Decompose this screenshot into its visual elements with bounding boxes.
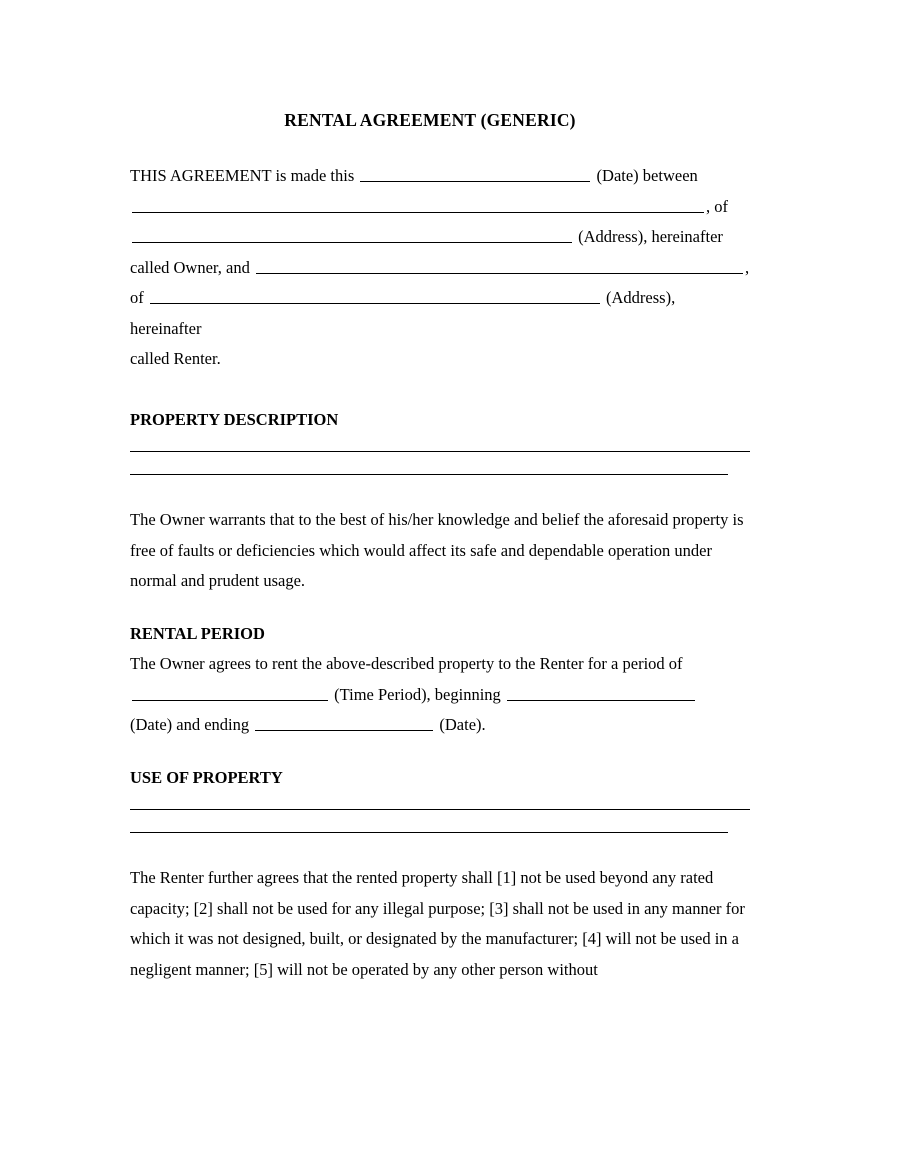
property-description-line-1[interactable] (130, 451, 750, 452)
intro-line6: called Renter. (130, 349, 221, 368)
intro-line3-suffix: (Address), hereinafter (578, 227, 723, 246)
section-heading-property-description: PROPERTY DESCRIPTION (130, 409, 339, 429)
rental-period-line2-suffix: (Time Period), beginning (334, 684, 501, 704)
intro-line1-prefix: THIS AGREEMENT is made this (130, 166, 355, 185)
rental-period-line3-suffix: (Date). (439, 715, 486, 734)
intro-line4-prefix: called Owner, and (130, 257, 250, 277)
intro-line1-suffix: (Date) between (596, 166, 698, 185)
page-title: RENTAL AGREEMENT (GENERIC) (284, 110, 576, 130)
renter-obligations-paragraph: The Renter further agrees that the rented property shall [1] not be used beyond any rated capacity; [2] shall not be used for any illegal purpose; [3] shall not be used in any manner for which it was not designed, built, or designated by the manufacturer; [4] will not be used in a negligent manner; [5] will not be operated by any other person without (130, 868, 745, 979)
renter-name-blank-field[interactable] (256, 257, 743, 273)
intro-line5-prefix: of (130, 288, 144, 307)
spacer (130, 741, 750, 763)
time-period-blank-field[interactable] (132, 684, 328, 700)
section-heading-use-of-property: USE OF PROPERTY (130, 767, 283, 787)
intro-line2-suffix: , of (706, 196, 728, 216)
spacer (130, 833, 750, 863)
spacer (130, 375, 750, 405)
renter-address-blank-field[interactable] (150, 288, 600, 304)
spacer (130, 131, 750, 161)
section-heading-rental-period: RENTAL PERIOD (130, 623, 265, 643)
spacer (130, 597, 750, 619)
use-of-property-line-1[interactable] (130, 809, 750, 810)
use-of-property-blank-lines (130, 809, 750, 833)
date-blank-field[interactable] (360, 166, 590, 182)
property-description-blank-lines (130, 451, 750, 475)
rental-period-line3-prefix: (Date) and ending (130, 715, 250, 734)
rental-period-line1: The Owner agrees to rent the above-described property to the Renter for a period of (130, 654, 683, 673)
owner-warranty-paragraph: The Owner warrants that to the best of his/her knowledge and belief the aforesaid property is free of faults or deficiencies which would affect its safe and dependable operation under normal and prudent usage. (130, 510, 744, 590)
rental-period-paragraph (130, 649, 750, 741)
ending-date-blank-field[interactable] (255, 715, 433, 731)
intro-line4-suffix: , (744, 257, 750, 277)
agreement-intro-paragraph (130, 161, 750, 375)
spacer (130, 475, 750, 505)
owner-address-blank-field[interactable] (132, 227, 572, 243)
intro-line5-suffix: (Address), hereinafter (130, 288, 676, 338)
beginning-date-blank-field[interactable] (507, 684, 695, 700)
owner-name-blank-field[interactable] (132, 196, 704, 212)
